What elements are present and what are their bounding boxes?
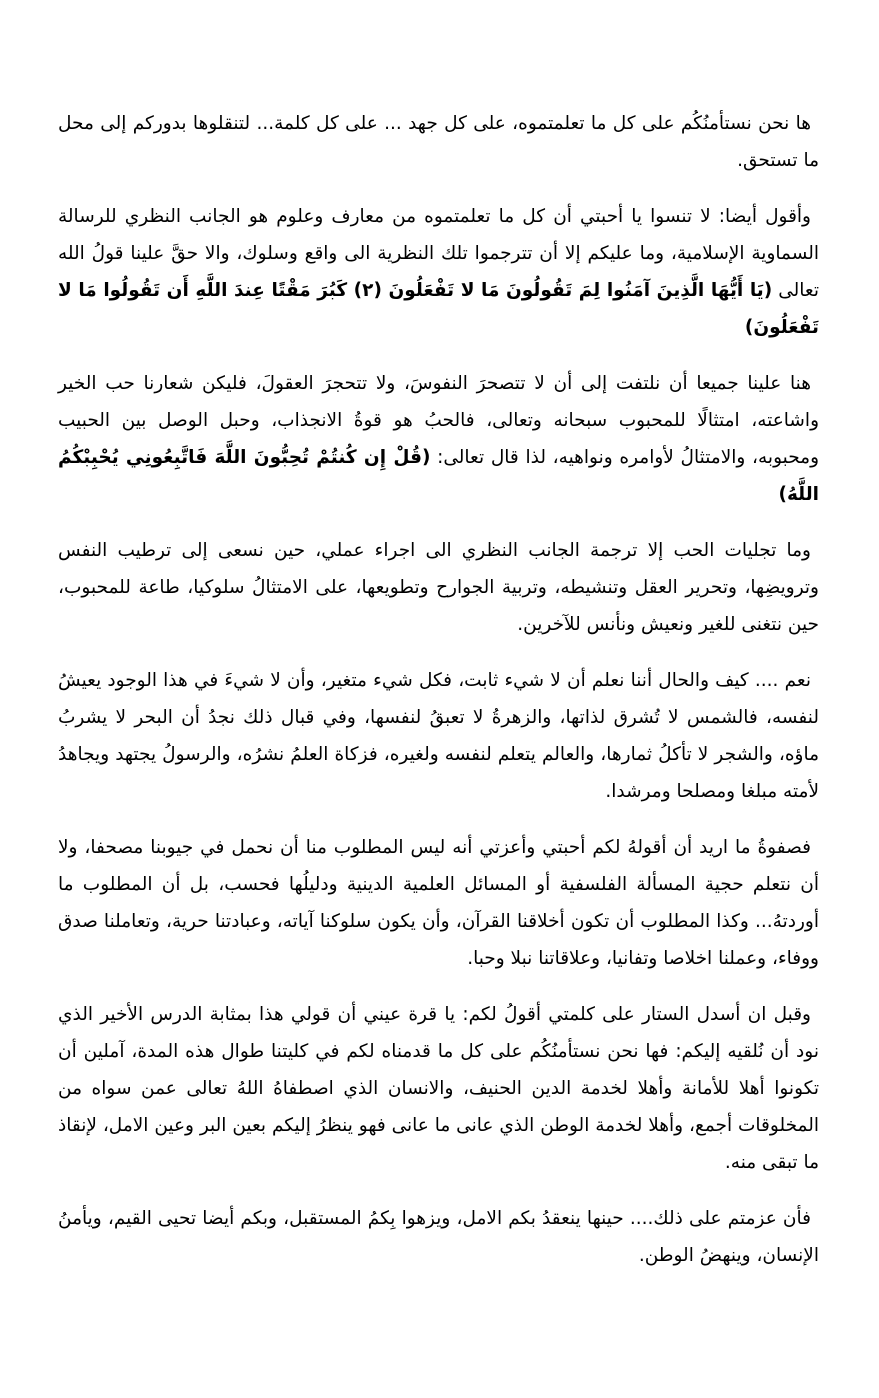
paragraph-3	[58, 365, 819, 513]
paragraph-2-text: وأقول أيضا: لا تنسوا يا أحبتي أن كل ما تعلمتموه من معارف وعلوم هو الجانب النظري للرسالة السماوية الإسلامية، وما عليكم إلا أن تترجموا تلك النظرية الى واقع وسلوك، والا حقَّ علينا قولُ الله تعالى	[58, 206, 819, 301]
paragraph-6	[58, 829, 819, 977]
paragraph-7-text: وقبل ان أسدل الستار على كلمتي أقولُ لكم: يا قرة عيني أن قولي هذا بمثابة الدرس الأخير الذي نود أن نُلقيه إليكم: فها نحن نستأمنُكُم على كل ما قدمناه لكم في كليتنا طوال هذه المدة، آملين أن تكونوا أهلا للأمانة وأهلا لخدمة الدين الحنيف، والانسان الذي اصطفاهُ اللهُ تعالى عمن سواه من المخلوقات أجمع، وأهلا لخدمة الوطن الذي عانى ما عانى فهو ينظرُ إليكم بعين البر وعين الامل، لإنقاذ ما تبقى منه.	[58, 1004, 819, 1173]
paragraph-1	[58, 105, 819, 179]
paragraph-7	[58, 996, 819, 1181]
document-text-block	[58, 105, 819, 1274]
paragraph-3-quran-verse: (قُلْ إِن كُنتُمْ تُحِبُّونَ اللَّهَ فَاتَّبِعُونِي يُحْبِبْكُمُ اللَّهُ)	[58, 447, 819, 505]
paragraph-2	[58, 198, 819, 346]
paragraph-4	[58, 532, 819, 643]
paragraph-3-text: هنا علينا جميعا أن نلتفت إلى أن لا تتصحرَ النفوسَ، ولا تتحجرَ العقولَ، فليكن شعارنا حب الخير واشاعته، امتثالًا للمحبوب سبحانه وتعالى، فالحبُ هو قوةُ الانجذاب، وحبل الوصل بين الحبيب ومحبوبه، والامتثالُ لأوامره ونواهيه، لذا قال تعالى:	[58, 373, 819, 468]
paragraph-6-text: فصفوةُ ما اريد أن أقولهُ لكم أحبتي وأعزتي أنه ليس المطلوب منا أن نحمل في جيوبنا مصحفا، ولا أن نتعلم حجية المسألة الفلسفية أو المسائل العلمية الدينية ودليلُها فحسب، بل أن المطلوب ما أوردتهُ... وكذا المطلوب أن تكون أخلاقنا القرآن، وأن يكون سلوكنا آياته، وعبادتنا حرية، وتعاملنا صدق ووفاء، وعملنا اخلاصا وتفانيا، وعلاقاتنا نبلا وحبا.	[58, 837, 819, 969]
paragraph-8	[58, 1200, 819, 1274]
paragraph-1-text: ها نحن نستأمنُكُم على كل ما تعلمتموه، على كل جهد ... على كل كلمة... لتنقلوها بدوركم إلى محل ما تستحق.	[58, 113, 819, 171]
paragraph-5	[58, 662, 819, 810]
paragraph-4-text: وما تجليات الحب إلا ترجمة الجانب النظري الى اجراء عملي، حين نسعى إلى ترطيب النفس وترويضِها، وتحرير العقل وتنشيطه، وتربية الجوارح وتطويعها، على الامتثالُ سلوكيا، طاعة للمحبوب، حين نتغنى للغير ونعيش ونأنس للآخرين.	[58, 540, 819, 635]
paragraph-5-text: نعم .... كيف والحال أننا نعلم أن لا شيء ثابت، فكل شيء متغير، وأن لا شيءَ في هذا الوجود يعيشُ لنفسه، فالشمس لا تُشرق لذاتها، والزهرةُ لا تعبقُ لنفسها، وفي قبال ذلك نجدُ أن البحر لا يشربُ ماؤه، والشجر لا تأكلُ ثمارها، والعالم يتعلم لنفسه ولغيره، فزكاة العلمُ نشرُه، والرسولُ يجتهد ويجاهدُ لأمته مبلغا ومصلحا ومرشدا.	[58, 670, 819, 802]
paragraph-8-text: فأن عزمتم على ذلك.... حينها ينعقدُ بكم الامل، ويزهوا بِكمُ المستقبل، وبكم أيضا تحيى القيم، ويأمنُ الإنسان، وينهضُ الوطن.	[58, 1208, 819, 1266]
paragraph-2-quran-verse: (يَا أَيُّهَا الَّذِينَ آمَنُوا لِمَ تَقُولُونَ مَا لا تَفْعَلُونَ (٢) كَبُرَ مَقْتًا عِندَ اللَّهِ أَن تَقُولُوا مَا لا تَفْعَلُونَ)	[58, 280, 819, 338]
